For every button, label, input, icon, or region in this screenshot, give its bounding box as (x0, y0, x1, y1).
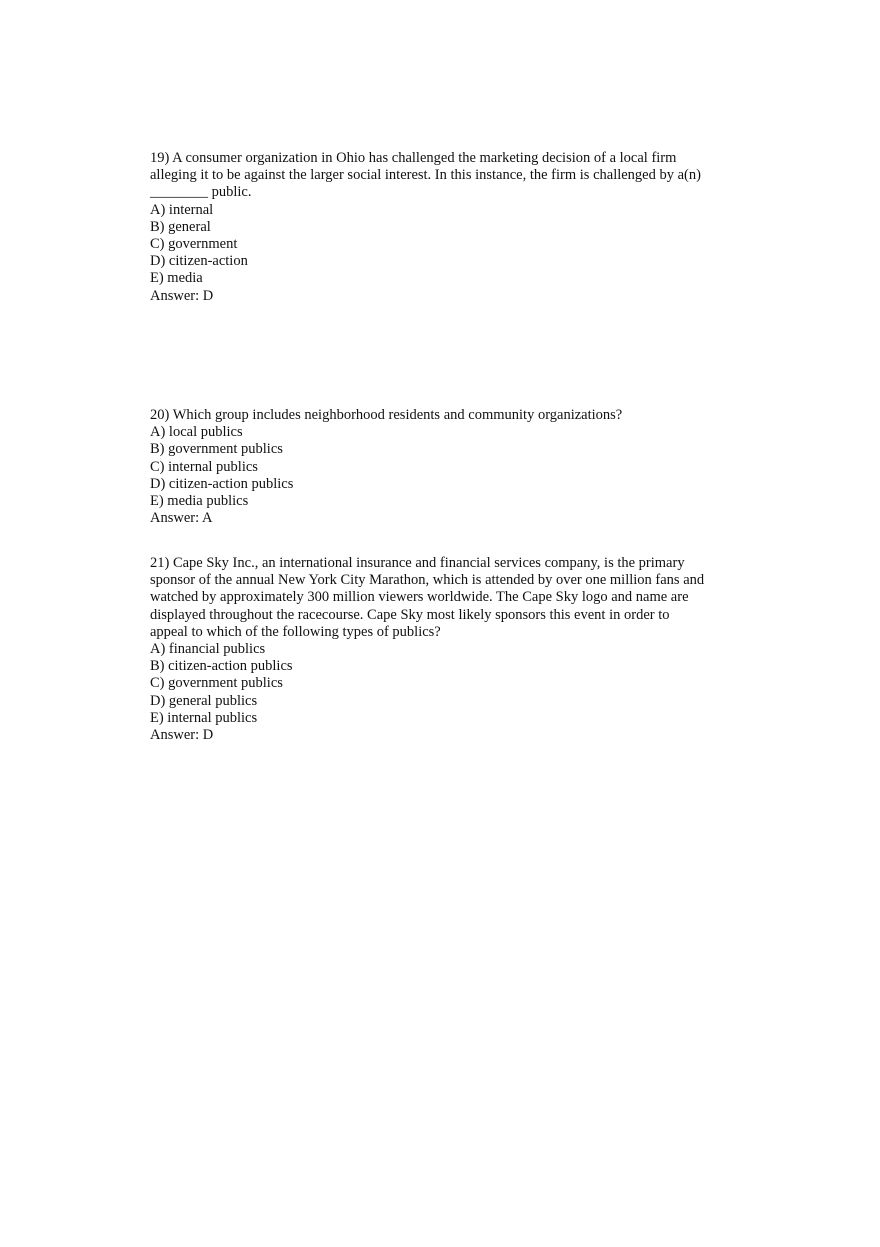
answer-option: D) citizen-action (150, 253, 248, 270)
answer-option: B) government publics (150, 441, 283, 458)
question-text-line: displayed throughout the racecourse. Cape Sky most likely sponsors this event in order to (150, 606, 670, 623)
answer-option: C) internal publics (150, 458, 258, 475)
answer-key: Answer: A (150, 510, 213, 527)
answer-option: C) government publics (150, 675, 283, 692)
question-text-line: appeal to which of the following types of publics? (150, 623, 441, 640)
question-text-line: 20) Which group includes neighborhood residents and community organizations? (150, 407, 623, 423)
answer-key: Answer: D (150, 727, 214, 744)
question-text-line: alleging it to be against the larger social interest. In this instance, the firm is challenged by a(n) (150, 167, 701, 184)
answer-option: A) local publics (150, 424, 243, 441)
question-text-line: ________ public. (150, 184, 252, 201)
question-text-line: 21) Cape Sky Inc., an international insurance and financial services company, is the primary (150, 555, 685, 571)
question-20 (150, 407, 740, 527)
answer-key: Answer: D (150, 287, 214, 304)
answer-option: D) general publics (150, 692, 258, 709)
question-text-line: 19) A consumer organization in Ohio has challenged the marketing decision of a local firm (150, 150, 677, 166)
question-19 (150, 150, 740, 305)
answer-option: B) citizen-action publics (150, 658, 293, 675)
answer-option: E) media publics (150, 493, 249, 510)
answer-option: C) government (150, 236, 238, 253)
answer-option: A) financial publics (150, 641, 266, 658)
question-text-line: sponsor of the annual New York City Marathon, which is attended by over one million fans and (150, 572, 705, 589)
answer-option: B) general (150, 218, 211, 235)
answer-option: A) internal (150, 201, 214, 218)
answer-option: D) citizen-action publics (150, 475, 294, 492)
question-text-line: watched by approximately 300 million viewers worldwide. The Cape Sky logo and name are (150, 589, 689, 606)
question-21 (150, 555, 740, 744)
answer-option: E) internal publics (150, 709, 258, 726)
answer-option: E) media (150, 270, 203, 287)
